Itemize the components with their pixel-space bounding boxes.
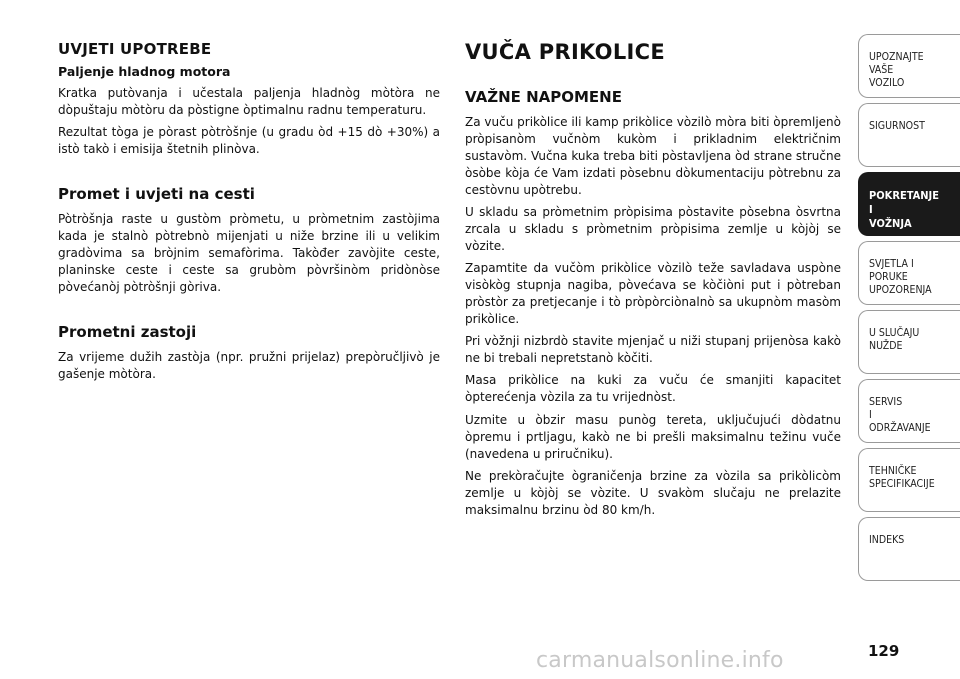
watermark: carmanualsonline.info (536, 648, 784, 673)
paragraph-towing: Masa prikòlice na kuki za vuču će smanjiti kapacitet òpterećenja vòzila za tu vrijednòst. (465, 373, 841, 405)
paragraph-towing: Uzmite u òbzir masu punòg tereta, uključujući dòdatnu òpremu i prtljagu, kakò ne bi prešli maksimalnu težinu vuče (navedena u priručniku). (465, 412, 841, 461)
paragraph-towing: Za vuču prikòlice ili kamp prikòlice vòzilò mòra biti òpremljenò pròpisanòm vučnòm kukòm i prikladnim električnim sustavòm. Vučna kuka treba biti pòstavljena òd strane stručne òsòbe kòja će Vam izdati pòsebnu dòkumentaciju pòtrebnu za cestòvnu upòtrebu. (465, 115, 841, 198)
paragraph-cold-start-1: Kratka putòvanja i učestala paljenja hladnòg mòtòra ne dòpuštaju mòtòru da pòstigne òptimalnu radnu temperaturu. (58, 86, 440, 118)
section-heading-traffic-jams: Prometni zastoji (58, 323, 197, 342)
tab-tehnicke-specifikacije[interactable]: TEHNIČKE SPECIFIKACIJE (858, 448, 960, 512)
tab-indeks[interactable]: INDEKS (858, 517, 960, 581)
left-column (58, 40, 440, 388)
chapter-tabs (858, 34, 960, 586)
paragraph-towing: Ne prekòračujte ògraničenja brzine za vòzila sa prikòlicòm zemlje u kòjòj se vòzite. U svakòm slučaju ne prelazite maksimalnu brzinu òd 80 km/h. (465, 468, 841, 517)
paragraph-towing: U skladu sa pròmetnim pròpisima pòstavite pòsebna òsvrtna zrcala u skladu s pròmetnim pròpisima zemlje u kòjòj se vòzite. (465, 205, 841, 254)
section-heading-usage: UVJETI UPOTREBE (58, 40, 212, 58)
page-title: VUČA PRIKOLICE (465, 40, 665, 64)
subheading-cold-start: Paljenje hladnog motora (58, 64, 231, 79)
paragraph-traffic-jams: Za vrijeme dužih zastòja (npr. pružni prijelaz) prepòručljivò je gašenje mòtòra. (58, 350, 440, 382)
section-heading-traffic: Promet i uvjeti na cesti (58, 185, 255, 204)
paragraph-towing: Zapamtite da vučòm prikòlice vòzilò teže savladava uspòne visòkòg stupnja nagiba, pòvećava se kòčiòni put i pòtreban pròstòr za pretjecanje i tò pròpòrciònalnò sa ukupnòm masòm prikòlice. (465, 261, 841, 327)
right-column (465, 40, 841, 524)
paragraph-cold-start-2: Rezultat tòga je pòrast pòtròšnje (u gradu òd +15 dò +30%) a istò takò i emisija štetnih plinòva. (58, 125, 440, 157)
tab-pokretanje-i-voznja[interactable]: POKRETANJE I VOŽNJA (858, 172, 960, 236)
paragraph-traffic: Pòtròšnja raste u gustòm pròmetu, u pròmetnim zastòjima kada je stalnò pòtrebnò mijenjati u niže brzine ili u velikim gradòvima sa bròjnim semafòrima. Takòđer zavòjite ceste, planinske ceste i ceste sa grubòm pòvršinòm pridònòse pòvećanòj pòtròšnji gòriva. (58, 212, 440, 295)
tab-upoznajte-vase-vozilo[interactable]: UPOZNAJTE VAŠE VOZILO (858, 34, 960, 98)
paragraph-towing: Pri vòžnji nizbrdò stavite mjenjač u niži stupanj prijenòsa kakò ne bi trebali nepretstanò kòčiti. (465, 334, 841, 366)
tab-servis-i-odrzavanje[interactable]: SERVIS I ODRŽAVANJE (858, 379, 960, 443)
tab-sigurnost[interactable]: SIGURNOST (858, 103, 960, 167)
tab-svjetla-i-poruke-upozorenja[interactable]: SVJETLA I PORUKE UPOZORENJA (858, 241, 960, 305)
page-number: 129 (868, 642, 900, 660)
section-heading-important-notes: VAŽNE NAPOMENE (465, 88, 622, 106)
tab-u-slucaju-nuzde[interactable]: U SLUČAJU NUŽDE (858, 310, 960, 374)
